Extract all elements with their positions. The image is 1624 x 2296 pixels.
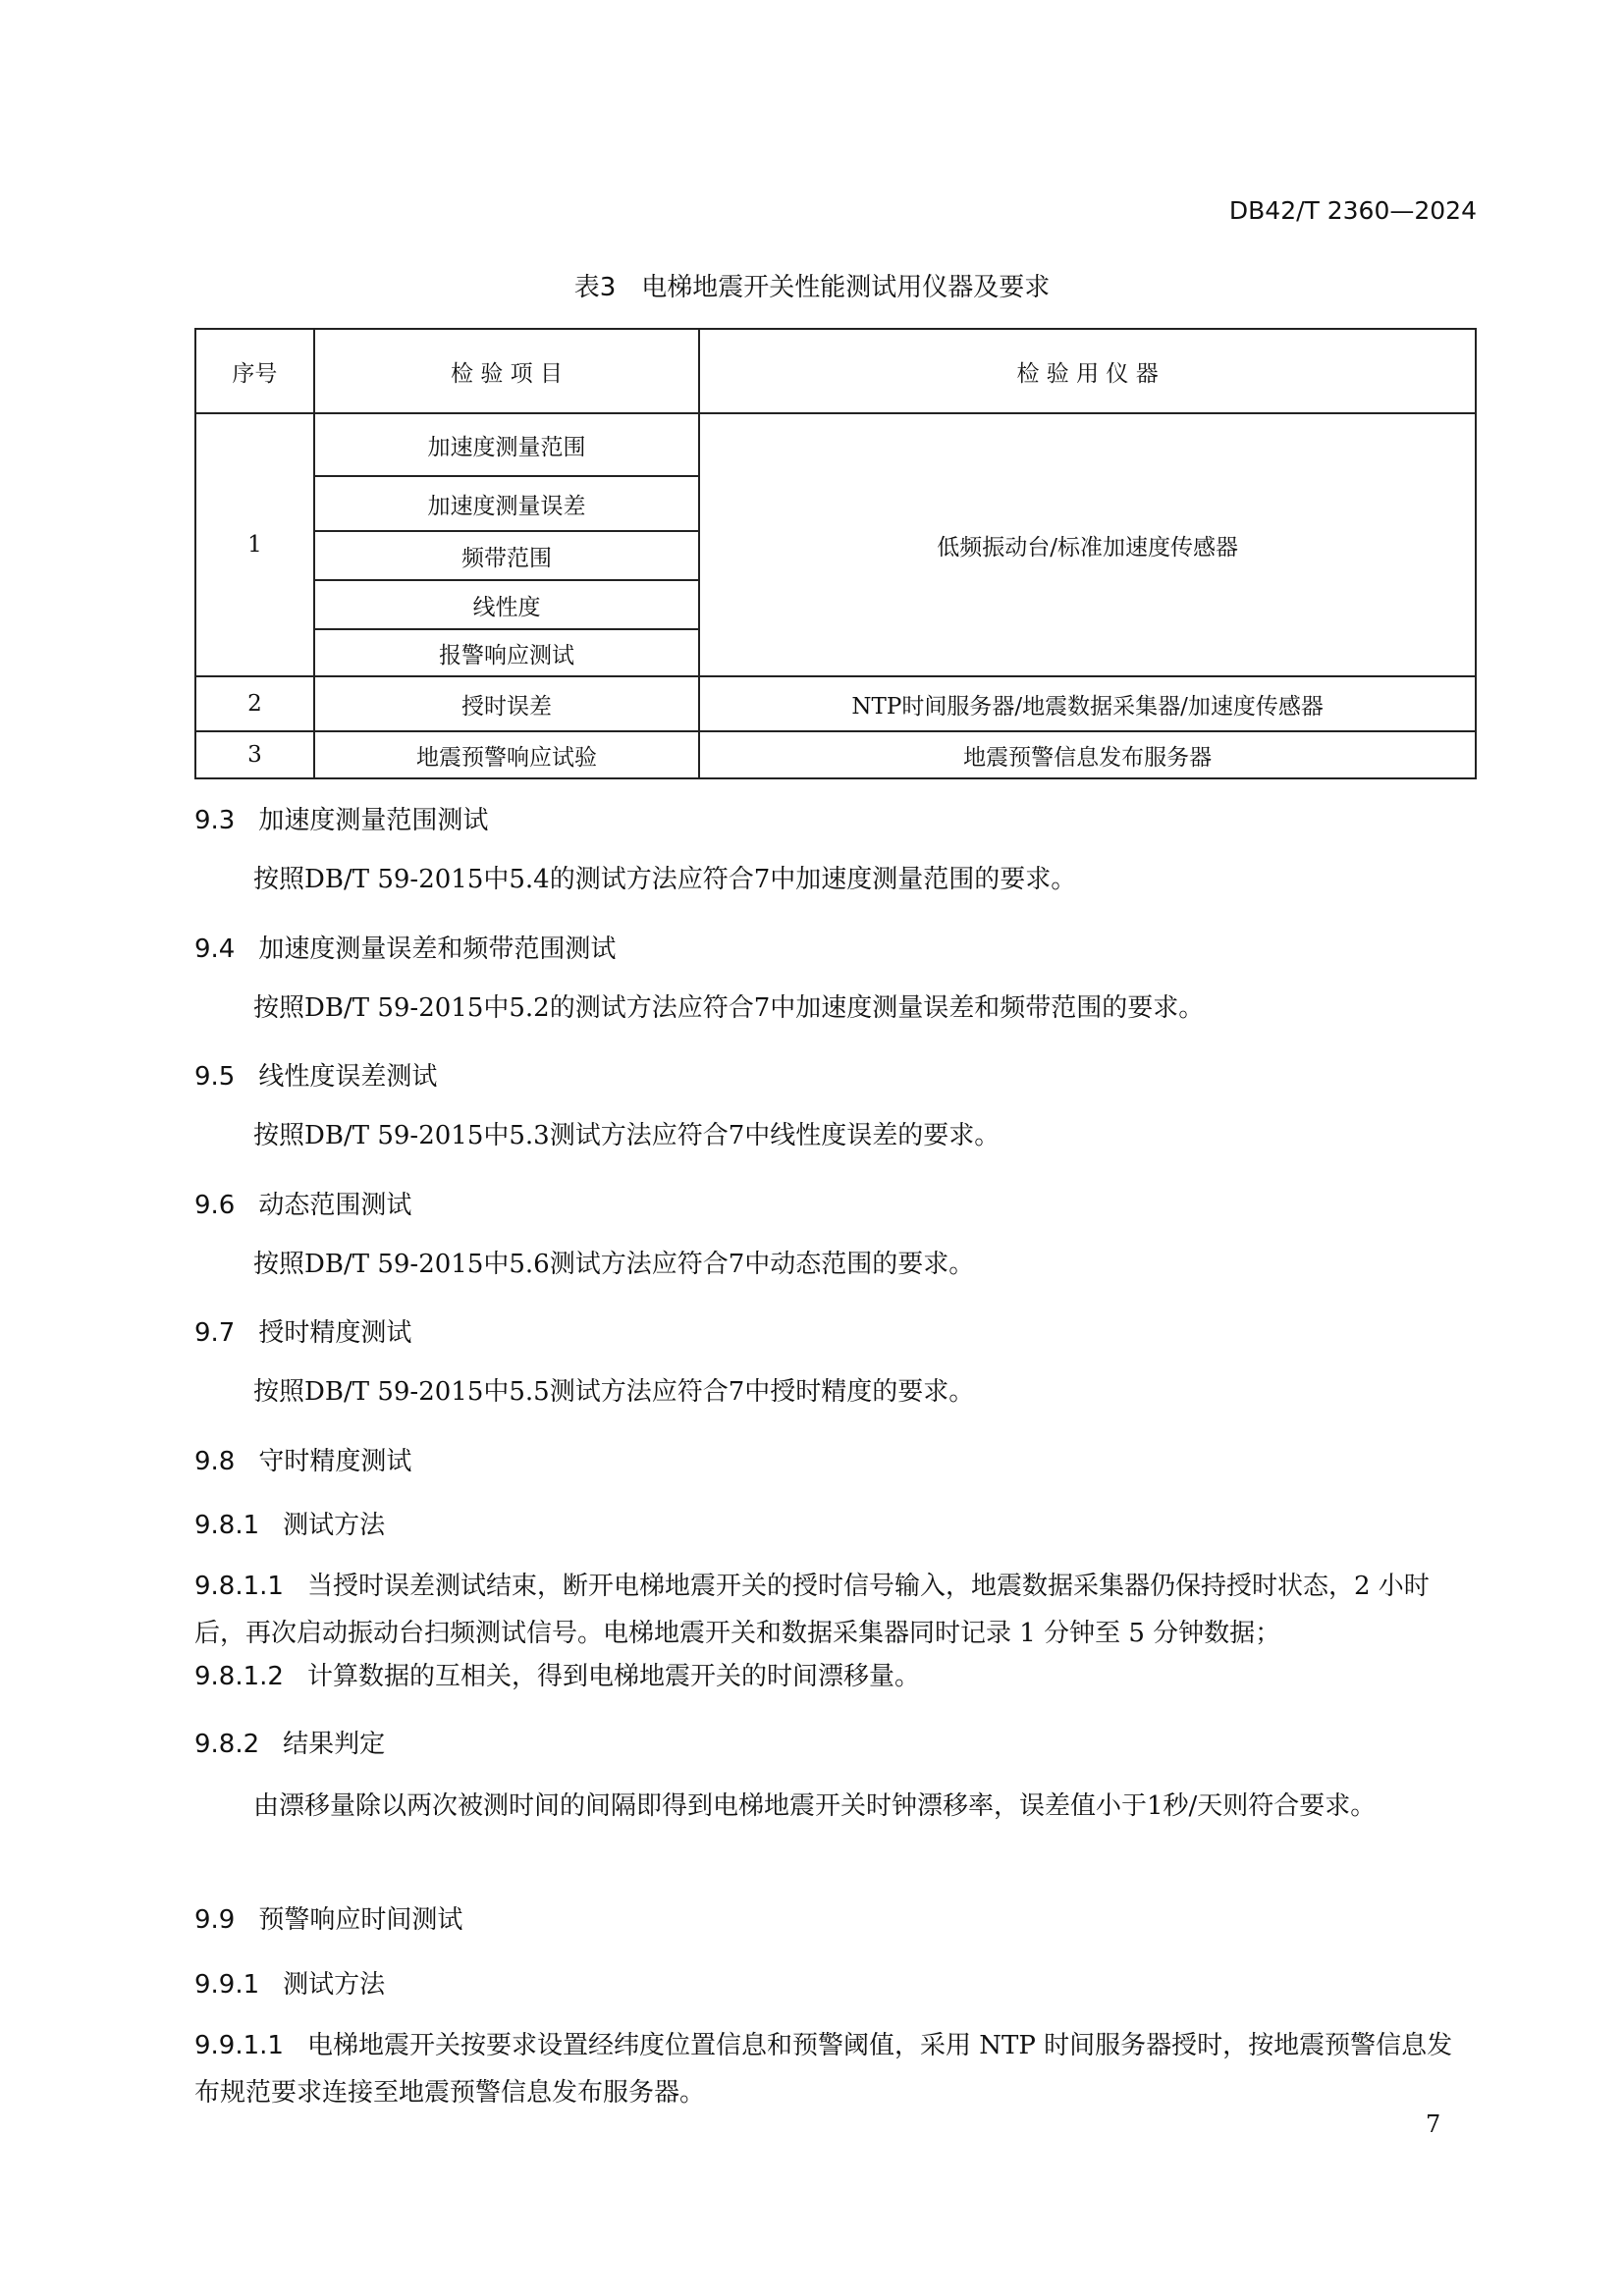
item-cell: 加速度测量误差 (314, 476, 699, 531)
section-body-9-5: 按照DB/T 59-2015中5.3测试方法应符合7中线性度误差的要求。 (253, 1121, 1001, 1150)
section-title: 动态范围测试 (258, 1191, 412, 1220)
section-number: 9.7 (194, 1318, 236, 1348)
row2-instrument: NTP时间服务器/地震数据采集器/加速度传感器 (699, 676, 1476, 731)
clause-number: 9.9.1.1 (194, 2031, 284, 2060)
section-title: 结果判定 (283, 1730, 386, 1759)
section-heading-9-9-1 (194, 1964, 385, 2001)
clause-text: 计算数据的互相关，得到电梯地震开关的时间漂移量。 (306, 1662, 920, 1691)
row2-seq: 2 (195, 676, 314, 731)
section-heading-9-6 (194, 1185, 411, 1221)
section-title: 加速度测量范围测试 (258, 806, 489, 835)
section-number: 9.8.1 (194, 1511, 260, 1540)
section-title: 预警响应时间测试 (258, 1905, 463, 1935)
clause-number: 9.8.1.1 (194, 1572, 284, 1601)
group1-seq: 1 (195, 413, 314, 676)
instrument-table (194, 328, 1477, 779)
section-number: 9.9 (194, 1905, 236, 1935)
table-row (195, 731, 1476, 778)
section-body-9-6: 按照DB/T 59-2015中5.6测试方法应符合7中动态范围的要求。 (253, 1250, 975, 1279)
item-cell: 线性度 (314, 580, 699, 629)
section-heading-9-7 (194, 1312, 411, 1349)
section-number: 9.8 (194, 1447, 236, 1476)
clause-9-9-1-1 (194, 2022, 1477, 2116)
row3-seq: 3 (195, 731, 314, 778)
section-heading-9-9 (194, 1899, 462, 1936)
section-heading-9-8 (194, 1441, 411, 1477)
group1-instrument: 低频振动台/标准加速度传感器 (699, 413, 1476, 676)
table-row (195, 676, 1476, 731)
table-header-row (195, 329, 1476, 413)
section-body-9-3: 按照DB/T 59-2015中5.4的测试方法应符合7中加速度测量范围的要求。 (253, 865, 1077, 894)
document-code: DB42/T 2360—2024 (1228, 196, 1477, 225)
section-heading-9-4 (194, 929, 616, 965)
page-number: 7 (1426, 2110, 1441, 2138)
section-body-9-8-2: 由漂移量除以两次被测时间的间隔即得到电梯地震开关时钟漂移率，误差值小于1秒/天则符合要求。 (253, 1791, 1377, 1821)
item-cell: 频带范围 (314, 531, 699, 580)
section-body-9-4: 按照DB/T 59-2015中5.2的测试方法应符合7中加速度测量误差和频带范围的要求。 (253, 993, 1205, 1023)
section-title: 测试方法 (283, 1511, 386, 1540)
item-cell: 报警响应测试 (314, 629, 699, 676)
section-title: 测试方法 (283, 1970, 386, 2000)
row3-item: 地震预警响应试验 (314, 731, 699, 778)
section-heading-9-5 (194, 1056, 437, 1093)
section-title: 授时精度测试 (258, 1318, 412, 1348)
row3-instrument: 地震预警信息发布服务器 (699, 731, 1476, 778)
row2-item: 授时误差 (314, 676, 699, 731)
header-item: 检 验 项 目 (314, 329, 699, 413)
table-row (195, 413, 1476, 476)
clause-text: 当授时误差测试结束，断开电梯地震开关的授时信号输入，地震数据采集器仍保持授时状态，2 小时后，再次启动振动台扫频测试信号。电梯地震开关和数据采集器同时记录 1 分钟至 5 分钟数据； (194, 1572, 1430, 1648)
clause-text: 电梯地震开关按要求设置经纬度位置信息和预警阈值，采用 NTP 时间服务器授时，按地震预警信息发布规范要求连接至地震预警信息发布服务器。 (194, 2031, 1453, 2108)
header-instrument: 检 验 用 仪 器 (699, 329, 1476, 413)
section-number: 9.4 (194, 934, 236, 964)
clause-number: 9.8.1.2 (194, 1662, 284, 1691)
section-heading-9-8-2 (194, 1724, 385, 1760)
section-body-9-7: 按照DB/T 59-2015中5.5测试方法应符合7中授时精度的要求。 (253, 1377, 975, 1407)
header-seq: 序号 (195, 329, 314, 413)
clause-9-8-1-1 (194, 1563, 1477, 1657)
section-heading-9-8-1 (194, 1505, 385, 1541)
section-title: 线性度误差测试 (258, 1062, 438, 1092)
section-number: 9.6 (194, 1191, 236, 1220)
section-title: 守时精度测试 (258, 1447, 412, 1476)
clause-9-8-1-2 (194, 1653, 1477, 1700)
section-number: 9.9.1 (194, 1970, 260, 2000)
table-caption: 表3 电梯地震开关性能测试用仪器及要求 (573, 273, 1051, 302)
section-number: 9.5 (194, 1062, 236, 1092)
section-number: 9.3 (194, 806, 236, 835)
item-cell: 加速度测量范围 (314, 413, 699, 476)
section-number: 9.8.2 (194, 1730, 260, 1759)
section-heading-9-3 (194, 800, 488, 836)
section-title: 加速度测量误差和频带范围测试 (258, 934, 617, 964)
